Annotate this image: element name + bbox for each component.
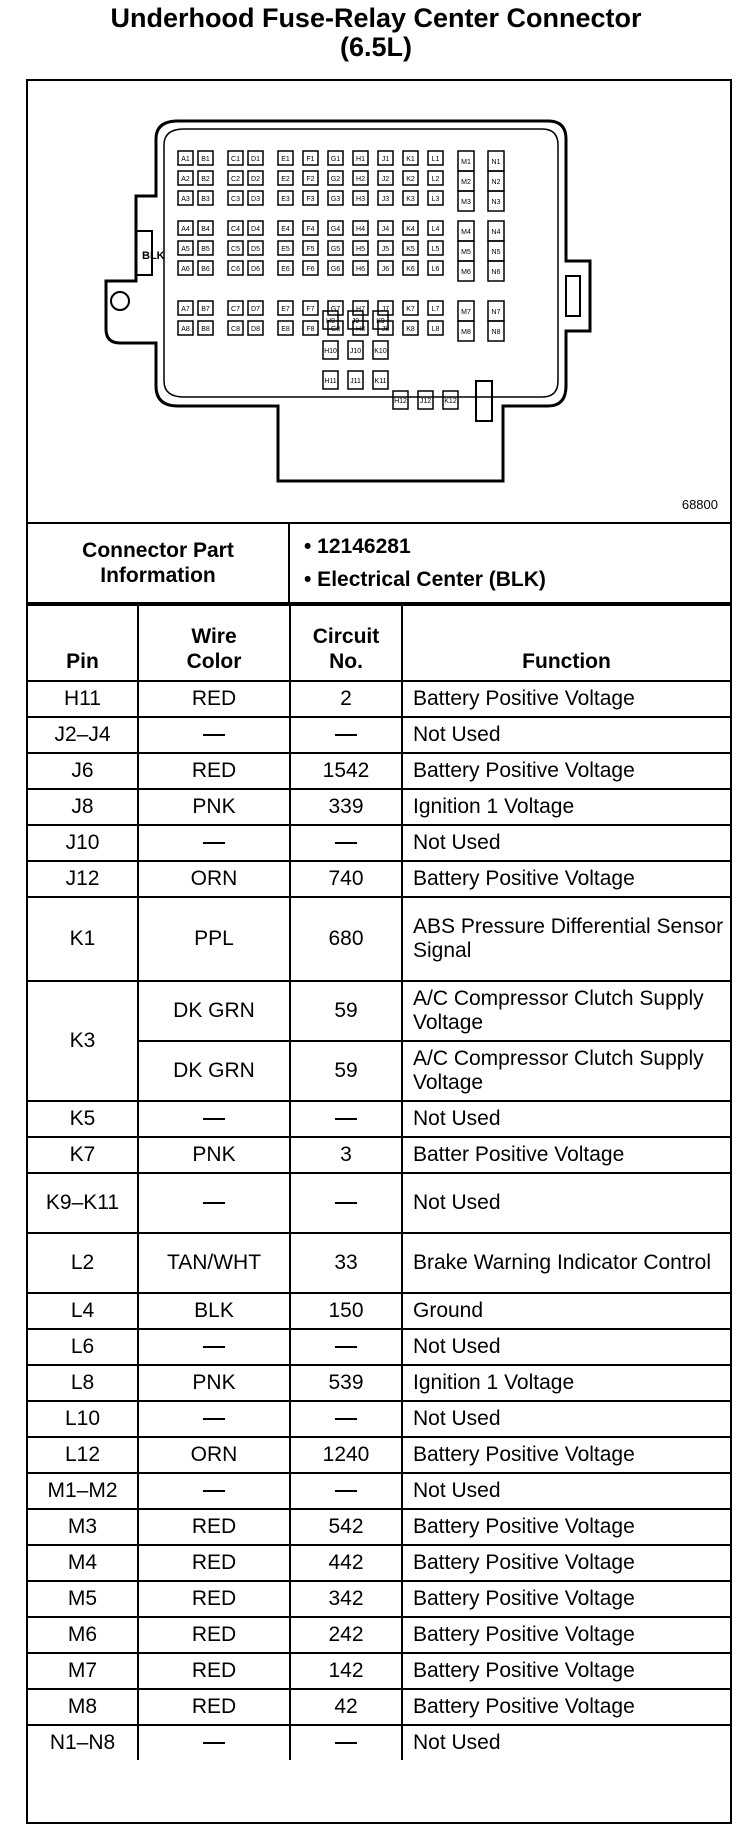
wire-color-cell [138, 1725, 290, 1760]
cavity-label: B1 [201, 156, 210, 163]
cavity-label: K12 [444, 398, 457, 405]
cavity-label: K7 [406, 306, 415, 313]
cavity-label: D4 [251, 226, 260, 233]
not-applicable-dash [335, 842, 357, 844]
pin-cell: K5 [28, 1101, 138, 1137]
table-row [28, 1473, 730, 1509]
page-title [0, 4, 752, 62]
connector-part-label-line-1: Connector Part [82, 539, 234, 562]
circuit-cell: 1542 [290, 753, 402, 789]
pin-cell: M4 [28, 1545, 138, 1581]
wire-color-cell [138, 1101, 290, 1137]
cavity-label: A7 [181, 306, 190, 313]
connector-diagram [28, 81, 730, 524]
table-row [28, 1293, 730, 1329]
wire-color-cell: PNK [138, 1137, 290, 1173]
circuit-cell: 59 [290, 981, 402, 1041]
cavity-label: G2 [330, 176, 341, 183]
table-row [28, 1437, 730, 1473]
header-wire-color: Wire Color [138, 605, 290, 681]
circuit-cell [290, 1725, 402, 1760]
function-cell: A/C Compressor Clutch Supply Voltage [402, 981, 730, 1041]
circuit-cell: 539 [290, 1365, 402, 1401]
cavity-label: K3 [406, 196, 415, 203]
cavity-label: M3 [461, 199, 471, 206]
not-applicable-dash [203, 1118, 225, 1120]
circuit-cell: 339 [290, 789, 402, 825]
connector-frame [26, 79, 732, 1824]
circuit-cell [290, 1401, 402, 1437]
not-applicable-dash [203, 842, 225, 844]
cavity-label: A6 [181, 266, 190, 273]
cavity-label: L5 [431, 246, 440, 253]
cavity-label: B5 [201, 246, 210, 253]
cavity-label: G3 [330, 196, 341, 203]
cavity-label: G8 [330, 326, 341, 333]
cavity-label: B3 [201, 196, 210, 203]
pin-table-body [28, 681, 730, 1760]
function-cell: Brake Warning Indicator Control [402, 1233, 730, 1293]
pin-cell: M5 [28, 1581, 138, 1617]
table-row [28, 1101, 730, 1137]
not-applicable-dash [203, 734, 225, 736]
pin-cell: M1–M2 [28, 1473, 138, 1509]
cavity-label: J10 [349, 348, 362, 355]
pin-cell: L6 [28, 1329, 138, 1365]
pin-cell: M3 [28, 1509, 138, 1545]
mounting-hole [111, 292, 129, 310]
circuit-cell: 142 [290, 1653, 402, 1689]
title-line-2: (6.5L) [339, 32, 412, 62]
pin-cell: J8 [28, 789, 138, 825]
table-row [28, 1545, 730, 1581]
cavity-label: F3 [306, 196, 315, 203]
wire-color-cell: RED [138, 1581, 290, 1617]
cavity-label: L1 [431, 156, 440, 163]
cavity-label: M6 [461, 269, 471, 276]
cavity-label: D3 [251, 196, 260, 203]
cavity-label: H8 [356, 326, 365, 333]
cavity-label: B7 [201, 306, 210, 313]
cavity-label: N1 [491, 159, 501, 166]
cavity-label: J9 [351, 318, 360, 325]
cavity-label: C5 [231, 246, 240, 253]
circuit-cell: 442 [290, 1545, 402, 1581]
cavity-label: K4 [406, 226, 415, 233]
circuit-cell [290, 717, 402, 753]
pin-cell: M7 [28, 1653, 138, 1689]
table-row [28, 1365, 730, 1401]
table-row [28, 981, 730, 1041]
cavity-label: D5 [251, 246, 260, 253]
side-tab-right [566, 276, 580, 316]
cavity-label: C6 [231, 266, 240, 273]
cavity-label: H1 [356, 156, 365, 163]
not-applicable-dash [335, 1418, 357, 1420]
table-row [28, 861, 730, 897]
cavity-group [178, 151, 504, 409]
cavity-label: K5 [406, 246, 415, 253]
header-circuit-no: Circuit No. [290, 605, 402, 681]
wire-color-cell: RED [138, 753, 290, 789]
connector-part-label [28, 524, 290, 602]
not-applicable-dash [335, 1346, 357, 1348]
cavity-label: E1 [281, 156, 290, 163]
function-cell: A/C Compressor Clutch Supply Voltage [402, 1041, 730, 1101]
function-cell: Battery Positive Voltage [402, 1653, 730, 1689]
fuse-relay-center-drawing [28, 81, 730, 524]
circuit-cell: 740 [290, 861, 402, 897]
table-row [28, 1137, 730, 1173]
cavity-label: A2 [181, 176, 190, 183]
cavity-label: G5 [330, 246, 341, 253]
wire-color-cell: RED [138, 1545, 290, 1581]
table-row [28, 1653, 730, 1689]
part-number: • 12146281 [304, 535, 411, 558]
circuit-cell [290, 1101, 402, 1137]
circuit-cell [290, 1173, 402, 1233]
cavity-label: J6 [381, 266, 390, 273]
function-cell: Battery Positive Voltage [402, 861, 730, 897]
housing-inner-outline [164, 129, 558, 397]
cavity-label: K10 [374, 348, 387, 355]
circuit-cell: 680 [290, 897, 402, 981]
cavity-label: A1 [181, 156, 190, 163]
cavity-label: H3 [356, 196, 365, 203]
function-cell: Battery Positive Voltage [402, 1545, 730, 1581]
cavity-label: A3 [181, 196, 190, 203]
side-label: BLK [142, 250, 165, 262]
wire-color-cell: RED [138, 1689, 290, 1725]
cavity-label: J7 [381, 306, 390, 313]
function-cell: Not Used [402, 825, 730, 861]
pin-cell: K1 [28, 897, 138, 981]
function-cell: Battery Positive Voltage [402, 1617, 730, 1653]
pin-cell: J12 [28, 861, 138, 897]
pin-cell: L12 [28, 1437, 138, 1473]
function-cell: Ignition 1 Voltage [402, 789, 730, 825]
wire-color-cell [138, 1329, 290, 1365]
cavity-label: J2 [381, 176, 390, 183]
pin-cell: J6 [28, 753, 138, 789]
cavity-label: F6 [306, 266, 315, 273]
cavity-label: N3 [491, 199, 501, 206]
cavity-label: M4 [461, 229, 471, 236]
cavity-label: E3 [281, 196, 290, 203]
function-cell: Not Used [402, 1473, 730, 1509]
cavity-label: E7 [281, 306, 290, 313]
circuit-cell: 150 [290, 1293, 402, 1329]
function-cell: Ground [402, 1293, 730, 1329]
cavity-label: N4 [491, 229, 501, 236]
not-applicable-dash [335, 1202, 357, 1204]
wire-color-cell: PNK [138, 1365, 290, 1401]
cavity-label: B8 [201, 326, 210, 333]
cavity-label: G6 [330, 266, 341, 273]
cavity-label: G4 [330, 226, 341, 233]
pin-cell: K3 [28, 981, 138, 1101]
figure-code: 68800 [681, 497, 718, 512]
cavity-label: A4 [181, 226, 190, 233]
table-row [28, 1617, 730, 1653]
title-line-1: Underhood Fuse-Relay Center Connector [110, 3, 642, 33]
cavity-label: K6 [406, 266, 415, 273]
cavity-label: G7 [330, 306, 341, 313]
circuit-cell: 242 [290, 1617, 402, 1653]
cavity-label: D1 [251, 156, 260, 163]
cavity-label: A8 [181, 326, 190, 333]
cavity-label: E8 [281, 326, 290, 333]
header-function: Function [402, 605, 730, 681]
cavity-label: L7 [431, 306, 440, 313]
circuit-cell: 42 [290, 1689, 402, 1725]
not-applicable-dash [335, 734, 357, 736]
pin-cell: L2 [28, 1233, 138, 1293]
cavity-label: E5 [281, 246, 290, 253]
wire-color-cell: RED [138, 1617, 290, 1653]
function-cell: Ignition 1 Voltage [402, 1365, 730, 1401]
not-applicable-dash [335, 1118, 357, 1120]
cavity-label: L2 [431, 176, 440, 183]
cavity-label: D8 [251, 326, 260, 333]
cavity-label: B6 [201, 266, 210, 273]
function-cell: Not Used [402, 717, 730, 753]
cavity-label: F5 [306, 246, 315, 253]
cavity-label: G1 [330, 156, 341, 163]
function-cell: Not Used [402, 1101, 730, 1137]
table-row [28, 1509, 730, 1545]
wire-color-cell: DK GRN [138, 981, 290, 1041]
wire-color-cell [138, 1401, 290, 1437]
pin-cell: M6 [28, 1617, 138, 1653]
wire-color-cell: RED [138, 1509, 290, 1545]
wire-color-cell: PNK [138, 789, 290, 825]
cavity-label: H12 [394, 398, 407, 405]
function-cell: Battery Positive Voltage [402, 1689, 730, 1725]
function-cell: Battery Positive Voltage [402, 1437, 730, 1473]
cavity-label: B4 [201, 226, 210, 233]
function-cell: Battery Positive Voltage [402, 681, 730, 717]
cavity-label: N6 [491, 269, 501, 276]
cavity-label: B2 [201, 176, 210, 183]
wire-color-cell [138, 717, 290, 753]
table-row [28, 681, 730, 717]
pin-cell: L8 [28, 1365, 138, 1401]
table-row [28, 1401, 730, 1437]
function-cell: Battery Positive Voltage [402, 1509, 730, 1545]
cavity-label: J5 [381, 246, 390, 253]
pin-cell: M8 [28, 1689, 138, 1725]
connector-part-list [290, 524, 730, 602]
not-applicable-dash [203, 1490, 225, 1492]
cavity-label: M5 [461, 249, 471, 256]
wire-color-cell [138, 1173, 290, 1233]
cavity-label: N7 [491, 309, 501, 316]
table-row [28, 1329, 730, 1365]
circuit-cell: 59 [290, 1041, 402, 1101]
cavity-label: C2 [231, 176, 240, 183]
lower-latch [476, 381, 492, 421]
cavity-label: J11 [350, 378, 361, 385]
cavity-label: M2 [461, 179, 471, 186]
cavity-label: M7 [461, 309, 471, 316]
cavity-label: E4 [281, 226, 290, 233]
cavity-label: J8 [381, 326, 390, 333]
cavity-label: J1 [381, 156, 390, 163]
connector-part-info [28, 524, 730, 604]
cavity-label: K8 [406, 326, 415, 333]
function-cell: Not Used [402, 1401, 730, 1437]
wire-color-cell: DK GRN [138, 1041, 290, 1101]
cavity-label: D6 [251, 266, 260, 273]
cavity-label: H9 [326, 318, 335, 325]
cavity-label: M1 [461, 159, 471, 166]
not-applicable-dash [203, 1418, 225, 1420]
cavity-label: J12 [419, 398, 432, 405]
circuit-cell [290, 1473, 402, 1509]
cavity-label: L6 [431, 266, 440, 273]
cavity-label: H4 [356, 226, 365, 233]
table-row [28, 717, 730, 753]
wire-color-cell [138, 825, 290, 861]
cavity-label: K9 [376, 318, 385, 325]
cavity-label: N2 [491, 179, 501, 186]
table-row [28, 1581, 730, 1617]
circuit-cell [290, 825, 402, 861]
function-cell: Not Used [402, 1725, 730, 1760]
part-description: • Electrical Center (BLK) [304, 568, 546, 591]
wire-color-cell: ORN [138, 1437, 290, 1473]
cavity-label: L3 [431, 196, 440, 203]
not-applicable-dash [203, 1346, 225, 1348]
pin-cell: J2–J4 [28, 717, 138, 753]
function-cell: Batter Positive Voltage [402, 1137, 730, 1173]
cavity-label: F2 [306, 176, 315, 183]
not-applicable-dash [335, 1490, 357, 1492]
cavity-label: K11 [374, 378, 387, 385]
wire-color-cell: TAN/WHT [138, 1233, 290, 1293]
cavity-label: K2 [406, 176, 415, 183]
wire-color-cell: RED [138, 1653, 290, 1689]
not-applicable-dash [203, 1742, 225, 1744]
cavity-label: F8 [306, 326, 315, 333]
cavity-label: J3 [381, 196, 390, 203]
table-row [28, 1689, 730, 1725]
cavity-label: H5 [356, 246, 365, 253]
cavity-label: N8 [491, 329, 501, 336]
cavity-label: H7 [356, 306, 365, 313]
circuit-cell: 2 [290, 681, 402, 717]
cavity-label: C4 [231, 226, 240, 233]
cavity-label: C8 [231, 326, 240, 333]
cavity-label: H10 [324, 348, 337, 355]
pin-cell: K9–K11 [28, 1173, 138, 1233]
function-cell: ABS Pressure Differential Sensor Signal [402, 897, 730, 981]
circuit-cell: 342 [290, 1581, 402, 1617]
not-applicable-dash [335, 1742, 357, 1744]
cavity-label: H11 [324, 378, 337, 385]
table-row [28, 1173, 730, 1233]
pin-cell: H11 [28, 681, 138, 717]
table-row [28, 789, 730, 825]
table-row [28, 825, 730, 861]
not-applicable-dash [203, 1202, 225, 1204]
circuit-cell: 542 [290, 1509, 402, 1545]
cavity-label: C1 [231, 156, 240, 163]
cavity-label: C7 [231, 306, 240, 313]
pin-table [28, 604, 730, 1760]
pin-cell: L10 [28, 1401, 138, 1437]
cavity-label: L4 [431, 226, 440, 233]
cavity-label: D7 [251, 306, 260, 313]
connector-part-label-line-2: Information [100, 564, 216, 587]
table-row [28, 753, 730, 789]
cavity-label: K1 [406, 156, 415, 163]
wire-color-cell: BLK [138, 1293, 290, 1329]
cavity-label: E6 [281, 266, 290, 273]
cavity-label: N5 [491, 249, 501, 256]
cavity-label: F1 [306, 156, 315, 163]
cavity-label: M8 [461, 329, 471, 336]
wire-color-cell [138, 1473, 290, 1509]
function-cell: Not Used [402, 1329, 730, 1365]
wire-color-cell: RED [138, 681, 290, 717]
circuit-cell: 33 [290, 1233, 402, 1293]
pin-cell: K7 [28, 1137, 138, 1173]
pin-cell: J10 [28, 825, 138, 861]
cavity-label: H2 [356, 176, 365, 183]
circuit-cell: 1240 [290, 1437, 402, 1473]
cavity-label: D2 [251, 176, 260, 183]
wire-color-cell: ORN [138, 861, 290, 897]
function-cell: Not Used [402, 1173, 730, 1233]
pin-cell: L4 [28, 1293, 138, 1329]
function-cell: Battery Positive Voltage [402, 753, 730, 789]
cavity-label: H6 [356, 266, 365, 273]
cavity-label: L8 [431, 326, 440, 333]
cavity-label: F4 [306, 226, 315, 233]
cavity-label: J4 [381, 226, 390, 233]
cavity-label: F7 [306, 306, 315, 313]
circuit-cell: 3 [290, 1137, 402, 1173]
function-cell: Battery Positive Voltage [402, 1581, 730, 1617]
table-row [28, 1725, 730, 1760]
table-header-row [28, 605, 730, 681]
cavity-label: E2 [281, 176, 290, 183]
table-row [28, 1233, 730, 1293]
pin-cell: N1–N8 [28, 1725, 138, 1760]
cavity-label: A5 [181, 246, 190, 253]
header-pin: Pin [28, 605, 138, 681]
circuit-cell [290, 1329, 402, 1365]
table-row [28, 897, 730, 981]
wire-color-cell: PPL [138, 897, 290, 981]
cavity-label: C3 [231, 196, 240, 203]
